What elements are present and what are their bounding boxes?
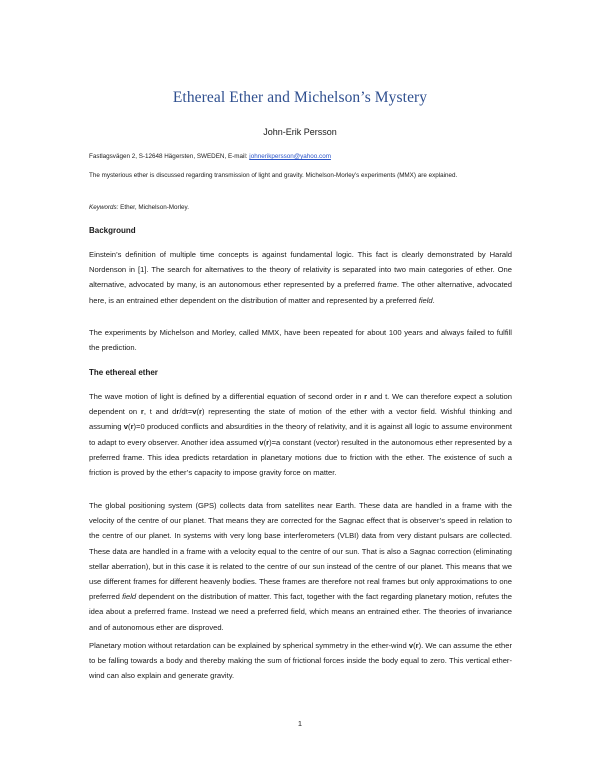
ethereal-paragraph-1 [89,389,512,480]
bold-r: r [140,407,144,417]
text-run: ( [263,437,267,447]
text-run: Planetary motion without retardation can be explained by spherical symmetry in the ether-wind [89,641,409,650]
text-run: ( [413,641,416,650]
page-number: 1 [297,719,303,728]
bold-v: v [192,407,197,417]
heading-ethereal-ether: The ethereal ether [89,368,158,377]
bold-r: r [415,641,419,650]
bold-v: v [123,422,129,432]
text-run: and t. We can therefore expect a solution dependent on [89,392,512,417]
ethereal-paragraph-2 [89,498,512,635]
keywords-label: Keywords: [89,204,119,211]
keywords-text: Ether, Michelson-Morley. [118,204,189,211]
bold-r: r [130,422,134,432]
text-run: ). We can assume the ether to be falling towards a body and thereby making the sum of frictional forces inside the body equal to zero. This vertical ether-wind can also explain and generate gravity. [89,641,512,681]
bold-r: r [364,392,368,401]
bold-v: v [259,437,264,447]
email-link[interactable]: johnerikpersson@yahoo.com [249,153,331,160]
text-run: ) representing the state of motion of the ether with a vector field. Wishful thinking and assuming [89,407,512,432]
heading-background: Background [89,226,136,235]
background-paragraph-2: The experiments by Michelson and Morley, called MMX, have been repeated for about 100 years and always failed to fulfill the prediction. [89,328,512,353]
bold-r: r [198,407,202,417]
author-name: John-Erik Persson [263,127,337,137]
text-run: . The other alternative, advocated here, is an entrained ether dependent on the distribution of matter and represented by a preferred [89,280,512,305]
text-run: Einstein’s definition of multiple time concepts is against fundamental logic. This fact is clearly demonstrated by Harald Nordenson in [1]. The search for alternatives to the theory of relativity is separated into two main categories of ether. One alternative, advocated by many, is an autonomous ether represented by a preferred [89,250,512,290]
background-paragraph-1 [89,247,512,308]
text-run: The wave motion of light is defined by a differential equation of second order in [89,392,365,401]
paper-title: Ethereal Ether and Michelson’s Mystery [172,89,428,106]
text-run: The global positioning system (GPS) collects data from satellites near Earth. These data are handled in a frame with the velocity of the centre of our planet. That means they are corrected for the Sagnac effect that is observer’s speed in relation to the centre of our planet. In systems with very long base interferometers (VLBI) data from very distant pulsars are collected. These data are handled in a frame with a velocity equal to the centre of our sun. That is also a Sagnac correction (eliminating stellar aberration), but in this case it is related to the centre of our sun instead of the centre of our planet. This means that we use different frames for different heavenly bodies. These frames are therefore not real frames but only approximations to one preferred [89,501,512,602]
bold-r: r [266,437,270,447]
italic-field: field [122,592,137,602]
affiliation-address: Fastlagsvägen 2, S-12648 Hägersten, SWEDEN, E-mail: [89,153,250,160]
italic-field: field [418,295,433,305]
bold-r: r [176,407,180,417]
text-run: . [432,295,435,305]
text-run: , t and d [143,407,177,417]
abstract: The mysterious ether is discussed regarding transmission of light and gravity. Michelson-Morley’s experiments (MMX) are explained. [89,172,458,179]
text-run: )=0 produced conflicts and absurdities in the theory of relativity, and it is against all logic to assume environment to adapt to every observer. Another idea assumed [89,422,512,447]
text-run: /dt= [179,407,193,417]
affiliation-line [89,153,331,160]
ethereal-paragraph-3 [89,638,512,684]
keywords-line [89,202,512,214]
text-run: dependent on the distribution of matter. This fact, together with the fact regarding planetary motion, refutes the idea about a preferred frame. Instead we need a preferred field, which means an entrained ether. The theories of invariance and of autonomous ether are disproved. [89,592,512,632]
text-run: )=a constant (vector) resulted in the autonomous ether represented by a preferred frame. This idea predicts retardation in planetary motions due to friction with the ether. The existence of such a friction is proved by the ether’s capacity to impose gravity force on matter. [89,437,512,478]
text-run: ( [196,407,199,417]
bold-v: v [408,641,414,650]
text-run: ( [128,422,131,432]
italic-frame: frame [377,280,397,290]
